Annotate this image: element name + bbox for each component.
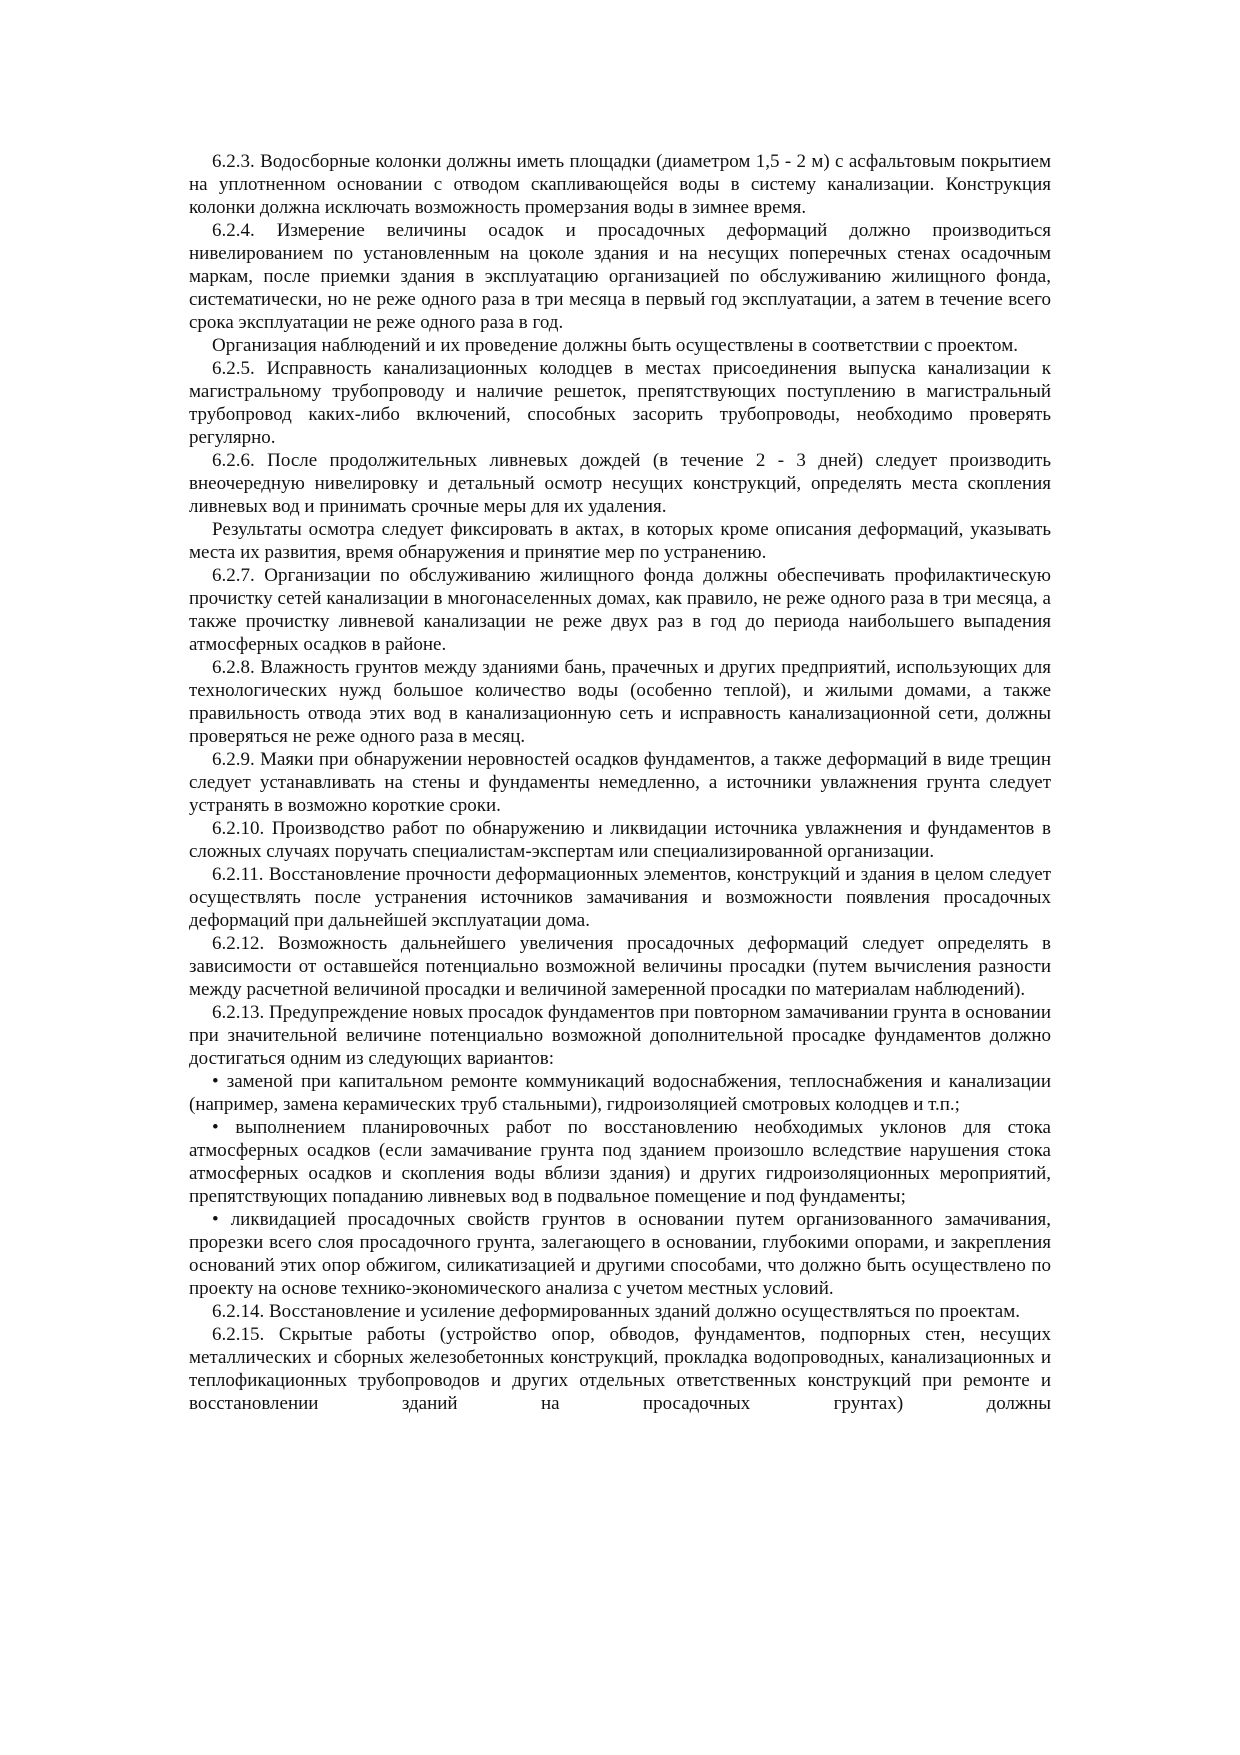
paragraph-6-2-8: 6.2.8. Влажность грунтов между зданиями бань, прачечных и других предприятий, использующих для технологических нужд большое количество воды (особенно теплой), и жилыми домами, а также правильность отвода этих вод в канализационную сеть и исправность канализационной сети, должны проверяться не реже одного раза в месяц. — [189, 657, 1051, 747]
paragraph-6-2-15: 6.2.15. Скрытые работы (устройство опор, обводов, фундаментов, подпорных стен, несущих металлических и сборных железобетонных конструкций, прокладка водопроводных, канализационных и теплофикационных трубопроводов и других отдельных ответственных конструкций при ремонте и восстановлении зданий на просадочных грунтах) должны — [189, 1324, 1051, 1414]
paragraph-6-2-12: 6.2.12. Возможность дальнейшего увеличения просадочных деформаций следует определять в зависимости от оставшейся потенциально возможной величины просадки (путем вычисления разности между расчетной величиной просадки и величиной замеренной просадки по материалам наблюдений). — [189, 933, 1051, 1000]
paragraph-6-2-14: 6.2.14. Восстановление и усиление деформированных зданий должно осуществляться по проектам. — [212, 1301, 1021, 1322]
paragraph-6-2-3: 6.2.3. Водосборные колонки должны иметь площадки (диаметром 1,5 - 2 м) с асфальтовым покрытием на уплотненном основании с отводом скапливающейся воды в систему канализации. Конструкция колонки должна исключать возможность промерзания воды в зимнее время. — [189, 151, 1051, 218]
paragraph-6-2-4: 6.2.4. Измерение величины осадок и просадочных деформаций должно производиться нивелированием по установленным на цоколе здания и на несущих поперечных стенах осадочным маркам, после приемки здания в эксплуатацию организацией по обслуживанию жилищного фонда, систематически, но не реже одного раза в три месяца в первый год эксплуатации, а затем в течение всего срока эксплуатации не реже одного раза в год. — [189, 220, 1051, 333]
paragraph-6-2-9: 6.2.9. Маяки при обнаружении неровностей осадков фундаментов, а также деформаций в виде трещин следует устанавливать на стены и фундаменты немедленно, а источники увлажнения грунта следует устранять в возможно короткие сроки. — [189, 749, 1051, 816]
paragraph-6-2-10: 6.2.10. Производство работ по обнаружению и ликвидации источника увлажнения и фундаментов в сложных случаях поручать специалистам-экспертам или специализированной организации. — [189, 818, 1051, 862]
bullet-item-utilities-replacement: • заменой при капитальном ремонте коммуникаций водоснабжения, теплоснабжения и канализации (например, замена керамических труб стальными), гидроизоляцией смотровых колодцев и т.п.; — [189, 1071, 1051, 1115]
paragraph-6-2-11: 6.2.11. Восстановление прочности деформационных элементов, конструкций и здания в целом следует осуществлять после устранения источников замачивания и возможности появления просадочных деформаций при дальнейшей эксплуатации дома. — [189, 864, 1051, 931]
bullet-item-grading-works: • выполнением планировочных работ по восстановлению необходимых уклонов для стока атмосферных осадков (если замачивание грунта под зданием произошло вследствие нарушения стока атмосферных осадков и скопления воды вблизи здания) и других гидроизоляционных мероприятий, препятствующих попаданию ливневых вод в подвальное помещение и под фундаменты; — [189, 1117, 1051, 1207]
paragraph-6-2-6: 6.2.6. После продолжительных ливневых дождей (в течение 2 - 3 дней) следует производить внеочередную нивелировку и детальный осмотр несущих конструкций, определять места скопления ливневых вод и принимать срочные меры для их удаления. — [189, 450, 1051, 517]
paragraph-6-2-13: 6.2.13. Предупреждение новых просадок фундаментов при повторном замачивании грунта в основании при значительной величине потенциально возможной дополнительной просадке фундаментов должно достигаться одним из следующих вариантов: — [189, 1002, 1051, 1069]
document-page — [189, 150, 1051, 1415]
paragraph-6-2-7: 6.2.7. Организации по обслуживанию жилищного фонда должны обеспечивать профилактическую прочистку сетей канализации в многонаселенных домах, как правило, не реже одного раза в три месяца, а также прочистку ливневой канализации не реже двух раз в год до периода наибольшего выпадения атмосферных осадков в районе. — [189, 565, 1051, 655]
paragraph-observation-organization: Организация наблюдений и их проведение должны быть осуществлены в соответствии с проектом. — [212, 335, 1018, 356]
paragraph-inspection-results: Результаты осмотра следует фиксировать в актах, в которых кроме описания деформаций, указывать места их развития, время обнаружения и принятие мер по устранению. — [189, 519, 1051, 563]
paragraph-6-2-5: 6.2.5. Исправность канализационных колодцев в местах присоединения выпуска канализации к магистральному трубопроводу и наличие решеток, препятствующих поступлению в магистральный трубопровод каких-либо включений, способных засорить трубопроводы, необходимо проверять регулярно. — [189, 358, 1051, 448]
bullet-item-soil-treatment: • ликвидацией просадочных свойств грунтов в основании путем организованного замачивания, прорезки всего слоя просадочного грунта, залегающего в основании, глубокими опорами, и закрепления оснований этих опор обжигом, силикатизацией и другими способами, что должно быть осуществлено по проекту на основе технико-экономического анализа с учетом местных условий. — [189, 1209, 1051, 1299]
